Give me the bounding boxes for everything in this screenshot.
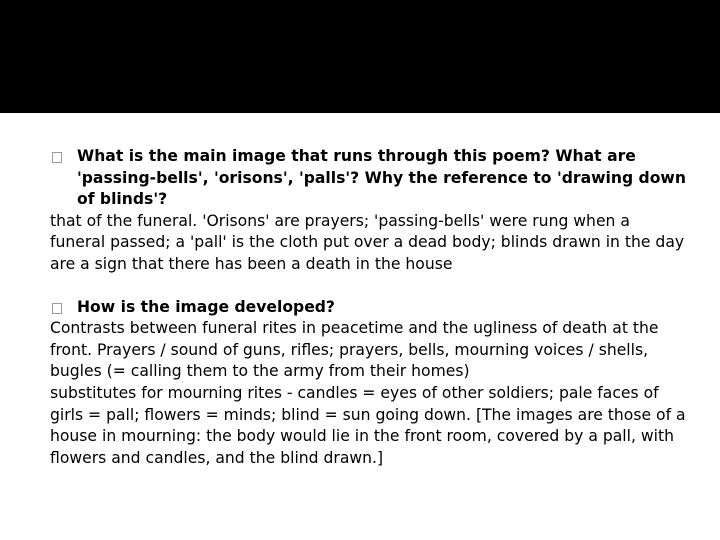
spacer — [50, 276, 686, 297]
answer-2-part-2: substitutes for mourning rites - candles = eyes of other soldiers; pale faces of girls = pall; flowers = minds; blind = sun going down. [The images are those of a house in mourning: the body would lie in the front room, covered by a pall, with flowers and candles, and the blind drawn.] — [50, 383, 686, 467]
slide-body — [50, 146, 686, 469]
square-bullet-icon — [52, 152, 62, 163]
answer-2-part-1: Contrasts between funeral rites in peacetime and the ugliness of death at the front. Prayers / sound of guns, rifles; prayers, bells, mourning voices / shells, bugles (= calling them to the army from their homes) — [50, 319, 659, 381]
question-1-text: What is the main image that runs through this poem? What are 'passing-bells', 'orisons', 'palls'? Why the reference to 'drawing down of blinds'? — [77, 147, 686, 209]
title-band — [0, 0, 720, 113]
question-1 — [50, 146, 686, 211]
question-2 — [50, 297, 686, 319]
square-bullet-icon — [52, 303, 62, 314]
question-2-text: How is the image developed? — [77, 297, 335, 316]
answer-1: that of the funeral. 'Orisons' are prayers; 'passing-bells' were rung when a funeral passed; a 'pall' is the cloth put over a dead body; blinds drawn in the day are a sign that there has been a death in the house — [50, 211, 685, 273]
